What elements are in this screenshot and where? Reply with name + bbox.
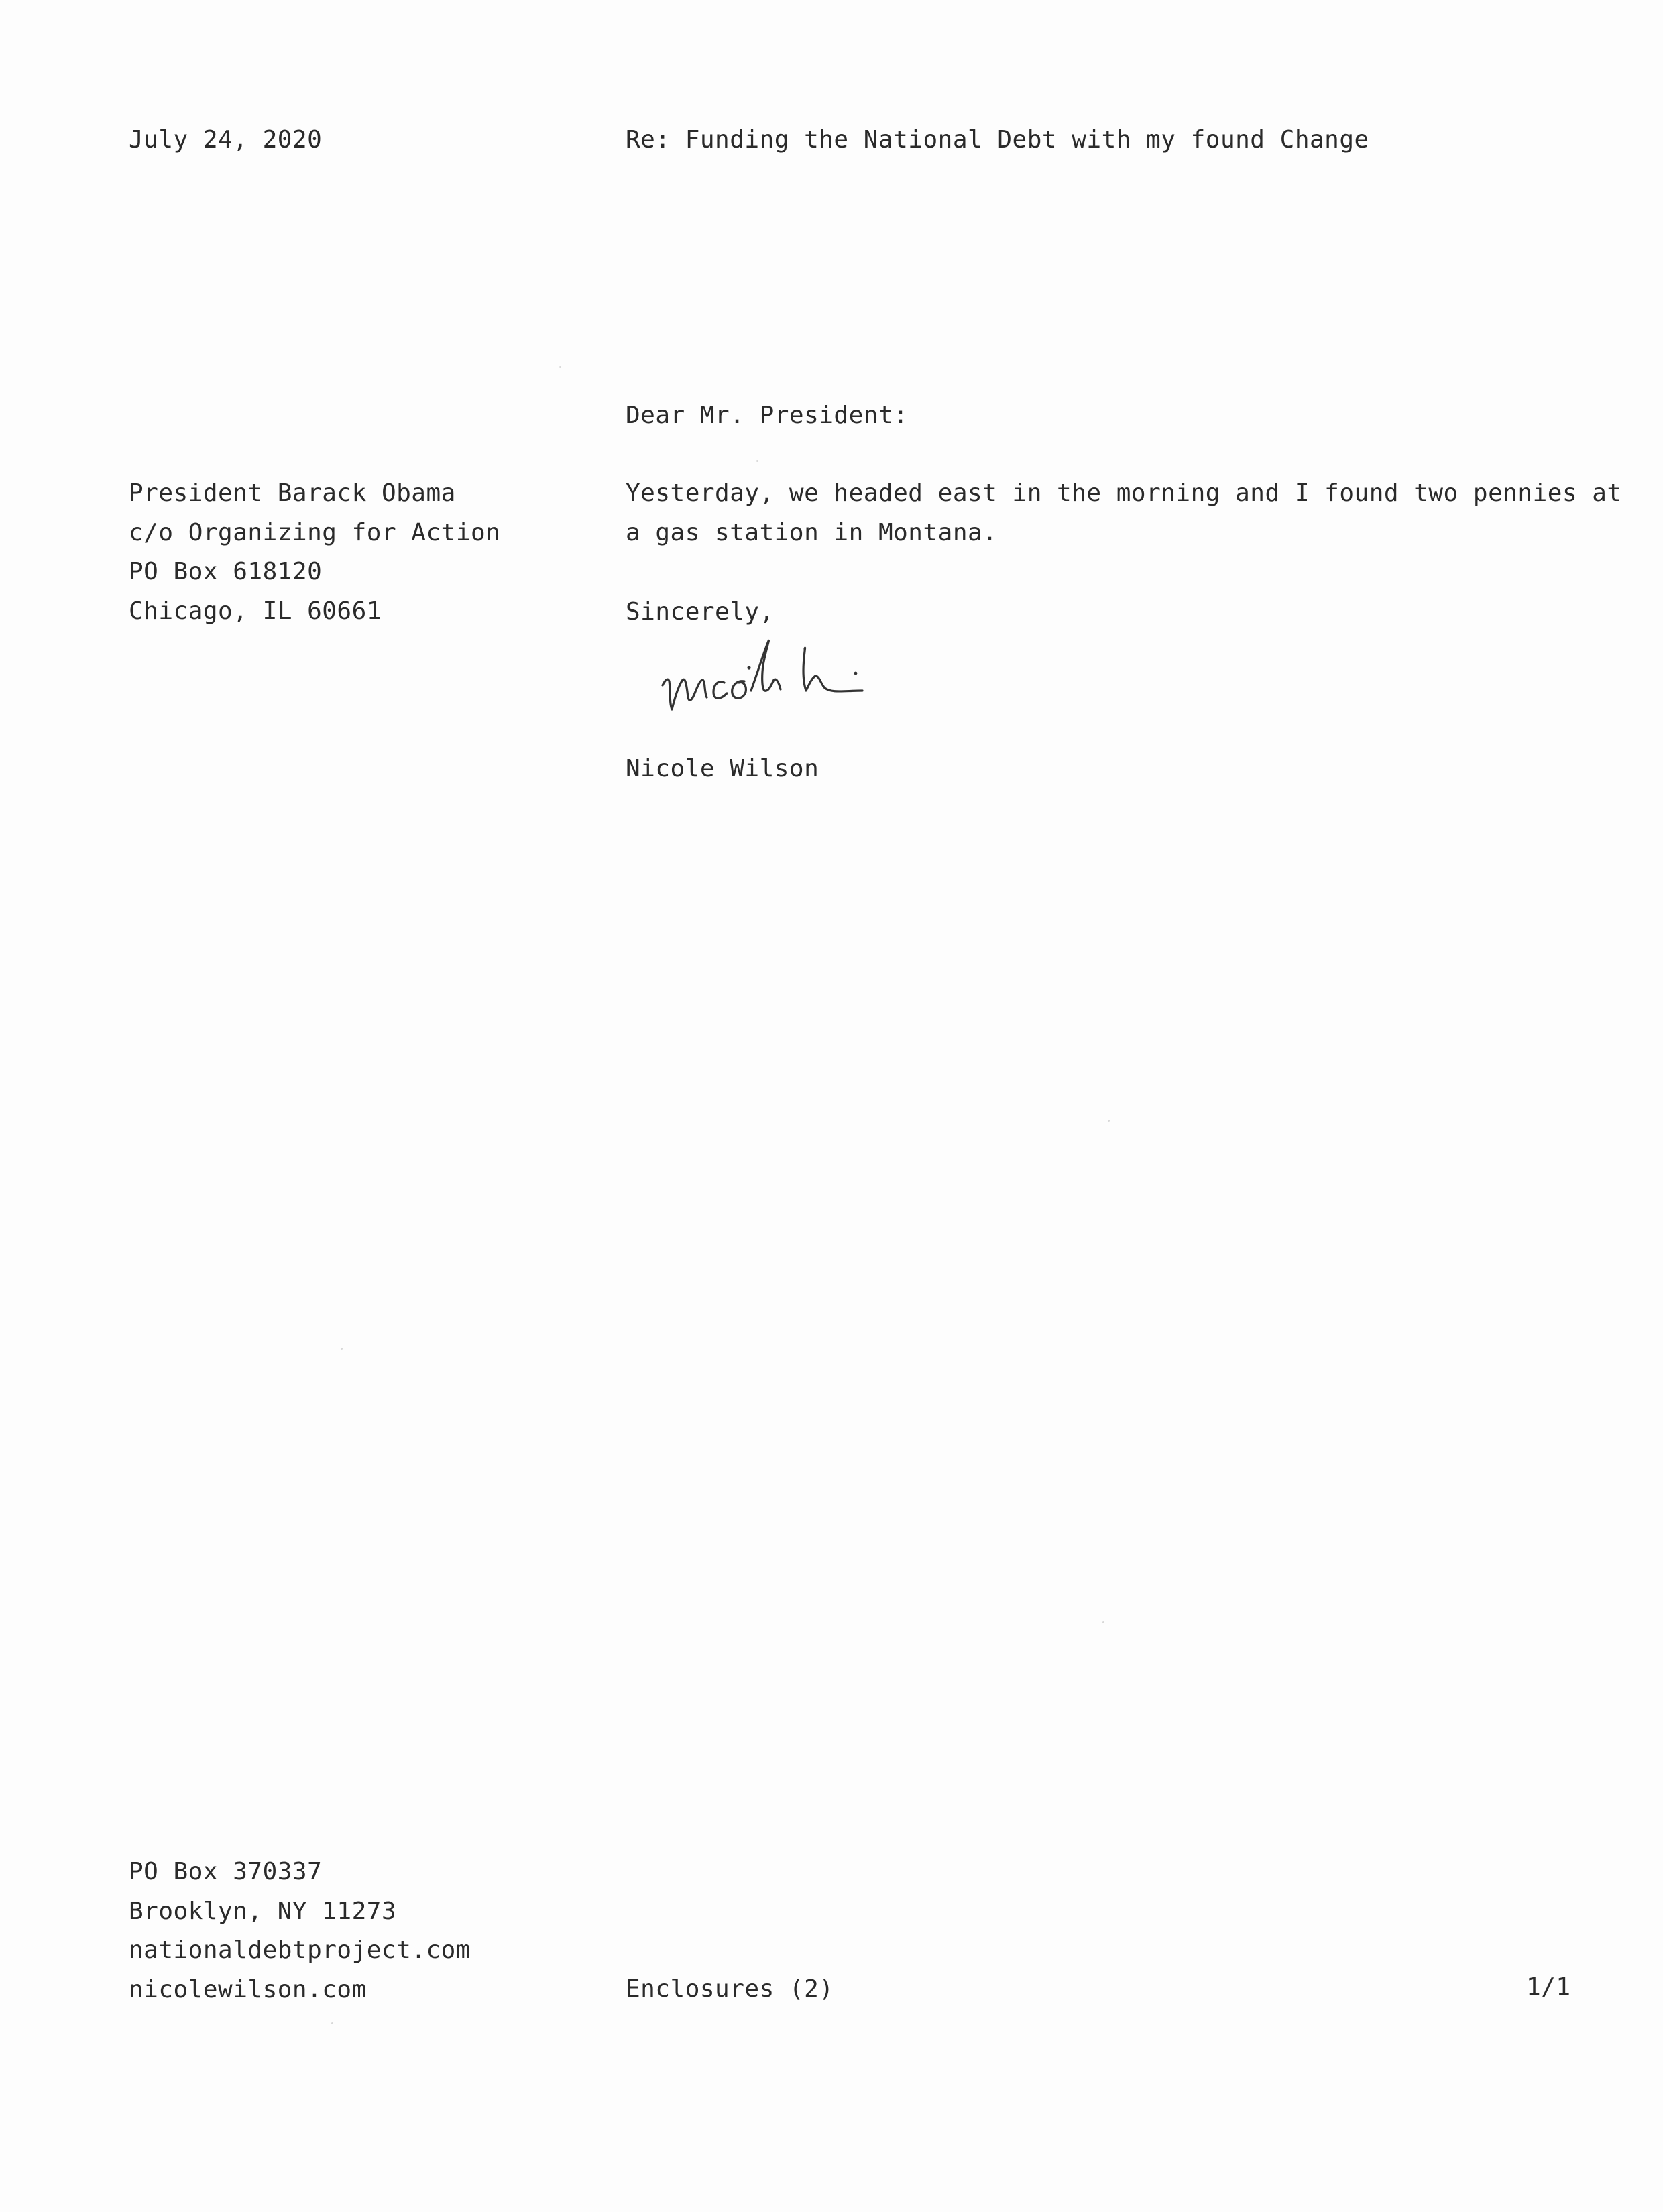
recipient-address xyxy=(129,474,500,631)
page-number: 1/1 xyxy=(1526,1973,1571,2001)
website-link: nationaldebtproject.com xyxy=(129,1936,471,1964)
paper-speck xyxy=(1108,1120,1110,1122)
salutation: Dear Mr. President: xyxy=(626,402,909,429)
body-line: a gas station in Montana. xyxy=(626,518,998,546)
letter-date: July 24, 2020 xyxy=(129,126,323,154)
paper-speck xyxy=(341,1348,343,1350)
closing: Sincerely, xyxy=(626,598,775,626)
paper-speck xyxy=(331,2022,333,2024)
letter-subject: Re: Funding the National Debt with my found Change xyxy=(626,126,1369,154)
website-link: nicolewilson.com xyxy=(129,1975,367,2003)
recipient-city: Chicago, IL 60661 xyxy=(129,597,382,625)
body-line: Yesterday, we headed east in the morning and I found two pennies at xyxy=(626,479,1622,507)
recipient-name: President Barack Obama xyxy=(129,479,456,507)
sender-name: Nicole Wilson xyxy=(626,755,819,782)
sender-po-box: PO Box 370337 xyxy=(129,1858,323,1885)
handwritten-signature xyxy=(650,624,986,738)
paper-speck xyxy=(559,366,561,368)
recipient-organization: c/o Organizing for Action xyxy=(129,518,501,546)
paper-speck xyxy=(1102,1621,1104,1623)
recipient-po-box: PO Box 618120 xyxy=(129,558,323,585)
paper-speck xyxy=(756,460,758,462)
enclosures-note: Enclosures (2) xyxy=(626,1975,834,2003)
sender-address xyxy=(129,1853,471,2010)
letter-body xyxy=(626,474,1622,552)
sender-city: Brooklyn, NY 11273 xyxy=(129,1897,397,1925)
